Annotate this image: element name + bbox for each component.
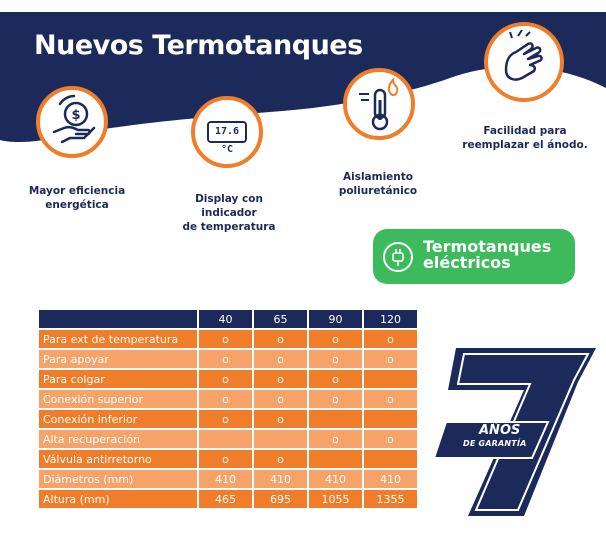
table-cell: 1055 — [309, 490, 362, 508]
badge-text: Termotanques eléctricos — [423, 237, 552, 272]
electric-heaters-badge — [373, 229, 575, 284]
table-cell: o — [254, 390, 307, 408]
table-cell: o — [199, 350, 252, 368]
table-cell: o — [254, 370, 307, 388]
electric-plug-icon — [383, 242, 413, 272]
row-label: Conexión inferior — [39, 410, 197, 428]
row-label: Altura (mm) — [39, 490, 197, 508]
feature-insulation-label: Aislamiento poliuretánico — [338, 171, 418, 197]
table-cell: o — [254, 450, 307, 468]
table-cell: 410 — [309, 470, 362, 488]
table-row — [39, 390, 417, 408]
column-header: 40 — [199, 310, 252, 328]
table-cell: o — [364, 350, 417, 368]
table-cell: 695 — [254, 490, 307, 508]
table-cell: o — [199, 450, 252, 468]
table-cell: o — [254, 350, 307, 368]
table-cell: o — [309, 390, 362, 408]
table-row — [39, 450, 417, 468]
feature-efficiency-label: Mayor eficiencia energética — [28, 185, 126, 211]
table-cell — [309, 410, 362, 428]
row-label: Alta recuperación — [39, 430, 197, 448]
table-cell: o — [364, 330, 417, 348]
display-icon: 17.6 °C — [207, 121, 247, 143]
table-cell: 410 — [254, 470, 307, 488]
warranty-subtitle: DE GARANTÍA — [463, 439, 527, 448]
feature-efficiency — [36, 86, 108, 158]
feature-anode-label: Facilidad para reemplazar el ánodo. — [462, 125, 588, 151]
feature-display-label: Display con indicador de temperatura — [182, 193, 276, 233]
table-cell: o — [199, 330, 252, 348]
specs-table — [37, 308, 419, 510]
table-cell: o — [364, 390, 417, 408]
table-cell — [309, 450, 362, 468]
feature-anode — [484, 22, 564, 102]
row-label: Diámetros (mm) — [39, 470, 197, 488]
table-cell — [364, 370, 417, 388]
table-row — [39, 490, 417, 508]
svg-text:$: $ — [71, 108, 81, 123]
column-header: 90 — [309, 310, 362, 328]
column-header: 65 — [254, 310, 307, 328]
page-title: Nuevos Termotanques — [34, 30, 363, 61]
row-label: Para ext de temperatura — [39, 330, 197, 348]
table-cell: o — [254, 410, 307, 428]
table-cell — [364, 450, 417, 468]
row-label: Válvula antirretorno — [39, 450, 197, 468]
table-cell: 410 — [199, 470, 252, 488]
hand-money-icon — [40, 90, 104, 154]
table-cell: o — [309, 330, 362, 348]
table-cell: o — [199, 390, 252, 408]
table-cell: o — [254, 330, 307, 348]
table-cell — [254, 430, 307, 448]
table-cell: o — [199, 370, 252, 388]
table-row — [39, 410, 417, 428]
table-row — [39, 470, 417, 488]
table-row — [39, 330, 417, 348]
table-row — [39, 350, 417, 368]
table-corner-cell — [39, 310, 197, 328]
thermometer-flame-icon — [347, 72, 411, 136]
table-cell: 465 — [199, 490, 252, 508]
table-row — [39, 370, 417, 388]
column-header: 120 — [364, 310, 417, 328]
feature-display — [191, 96, 263, 168]
feature-insulation — [343, 68, 415, 140]
table-cell: o — [309, 370, 362, 388]
warranty-years-label: AÑOS — [479, 423, 521, 438]
table-cell — [199, 430, 252, 448]
table-header-row — [39, 310, 417, 328]
hand-gesture-icon — [488, 26, 560, 98]
table-cell: o — [199, 410, 252, 428]
table-cell: 410 — [364, 470, 417, 488]
table-cell: o — [309, 350, 362, 368]
table-cell: o — [309, 430, 362, 448]
row-label: Conexión superior — [39, 390, 197, 408]
row-label: Para apoyar — [39, 350, 197, 368]
table-cell — [364, 410, 417, 428]
table-cell: o — [364, 430, 417, 448]
table-row — [39, 430, 417, 448]
table-cell: 1355 — [364, 490, 417, 508]
row-label: Para colgar — [39, 370, 197, 388]
